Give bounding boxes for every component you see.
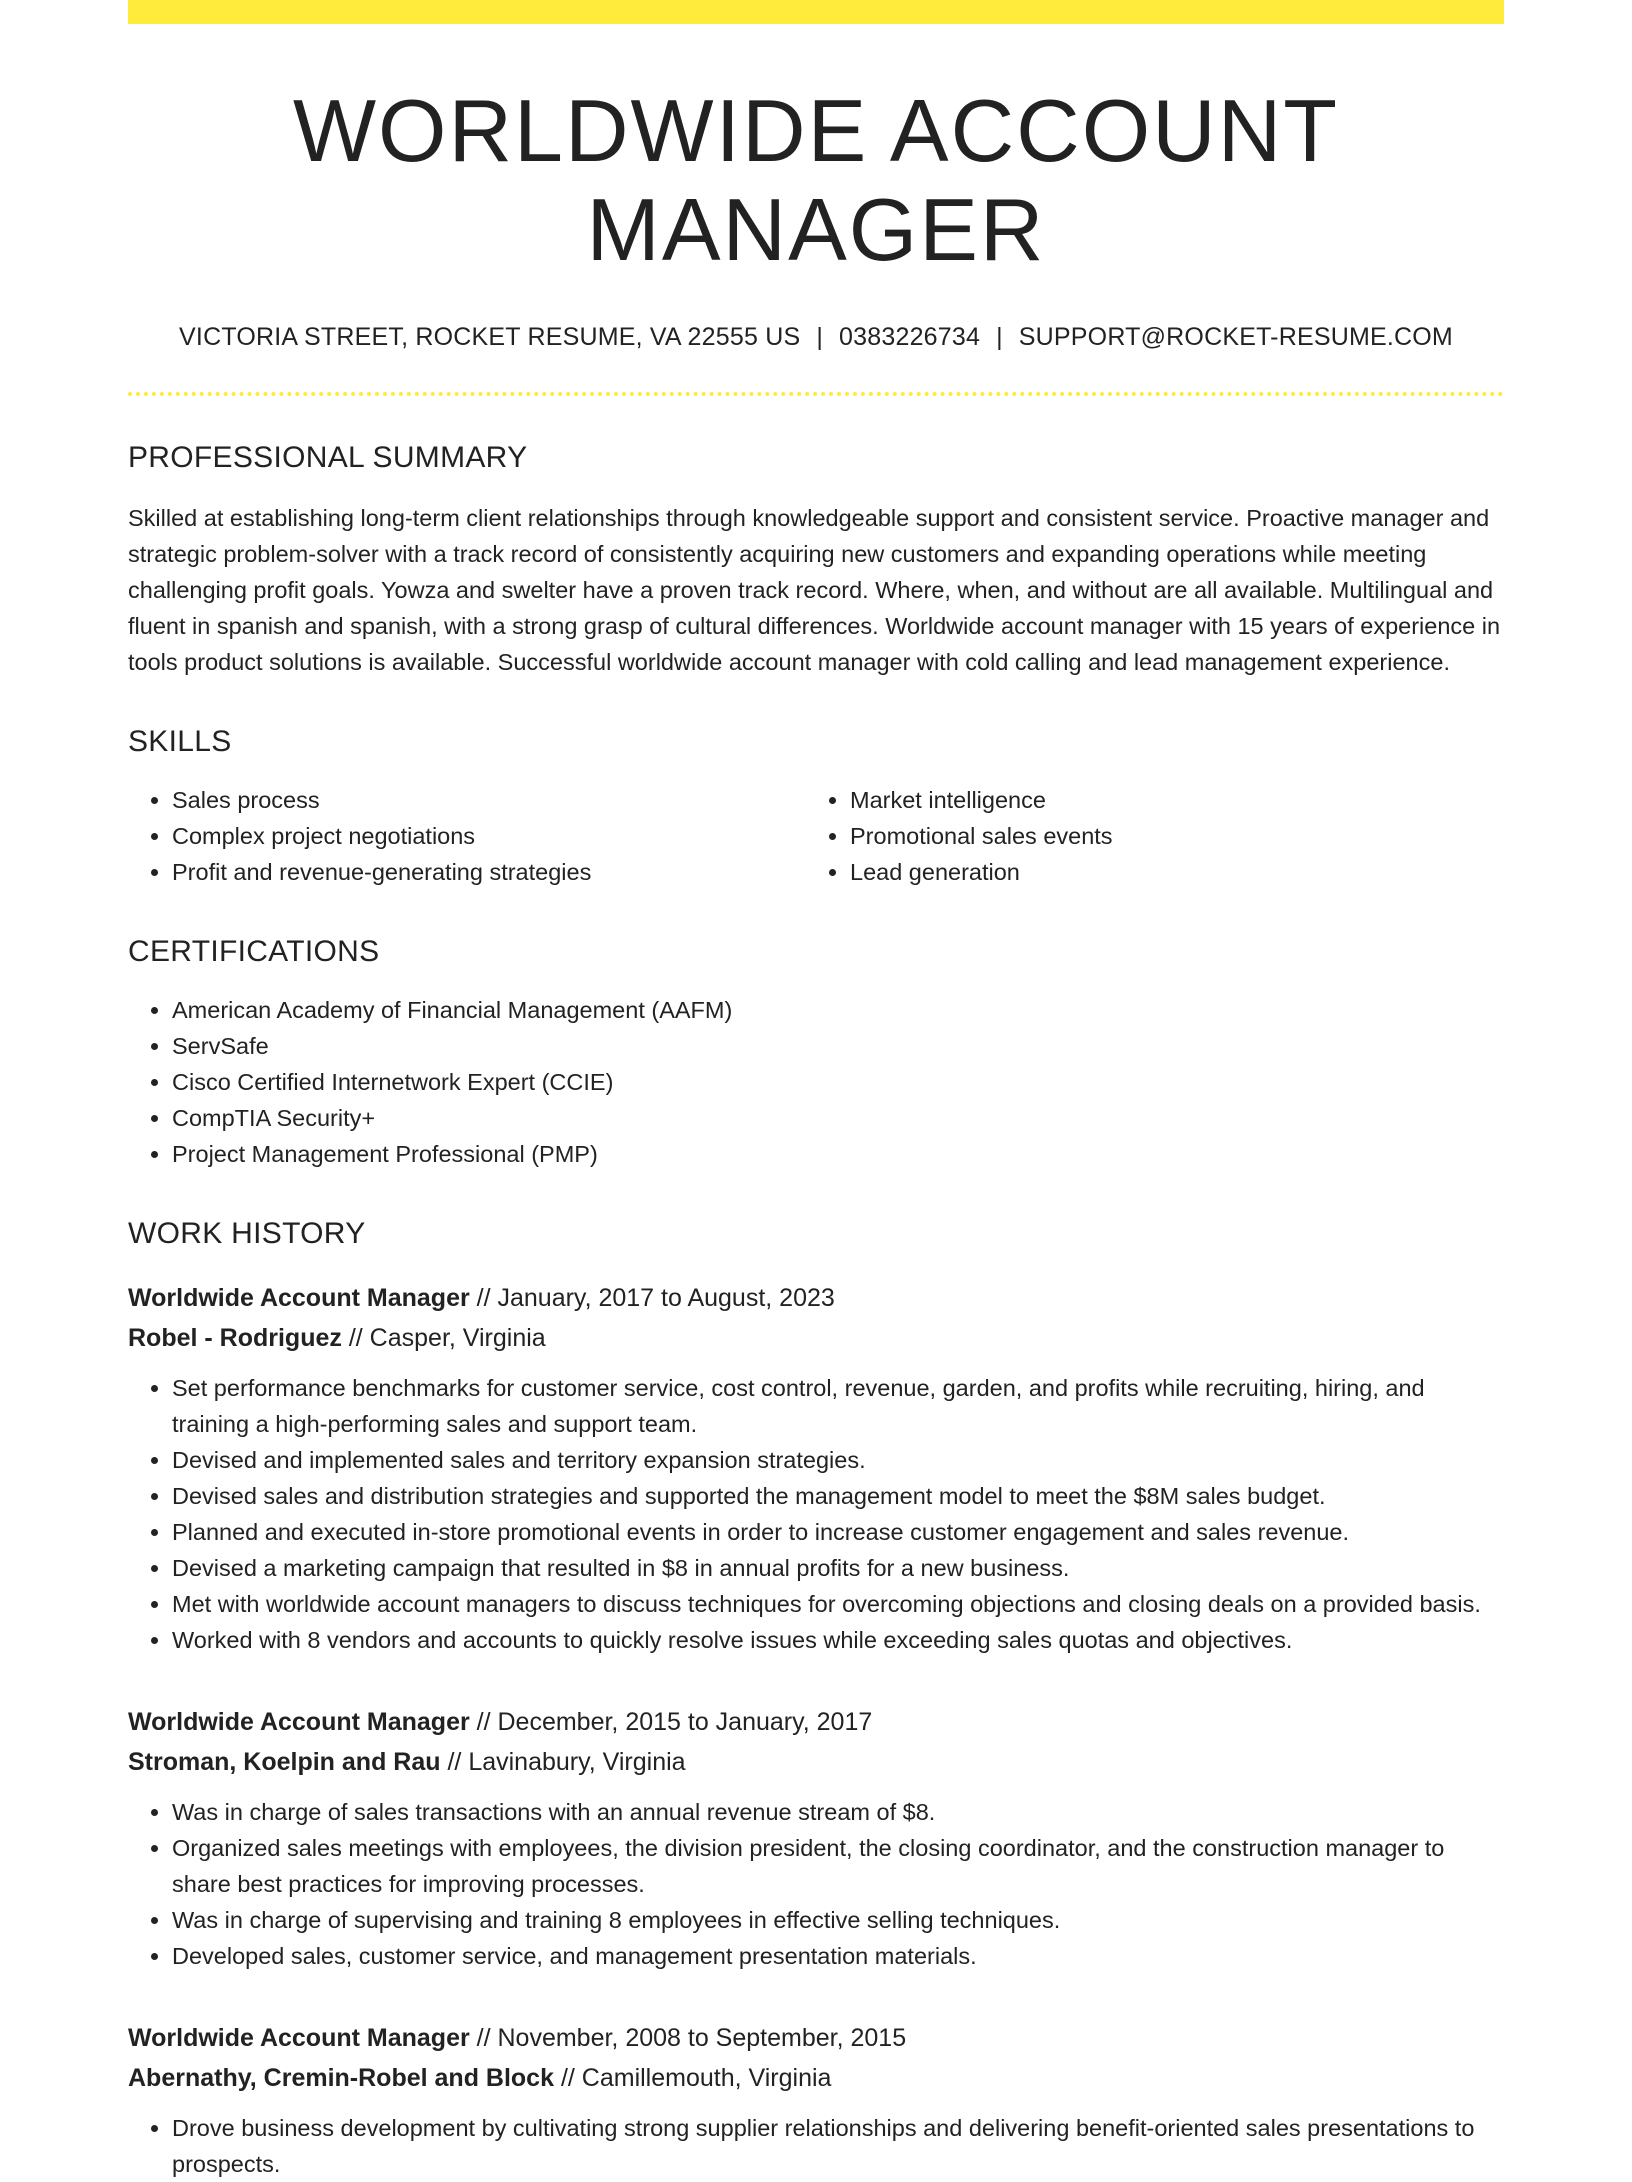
job-role: Worldwide Account Manager (128, 1708, 470, 1737)
job-bullet: • Set performance benchmarks for customer service, cost control, revenue, garden, and profits while recruiting, hiring, and training a high-performing sales and support team. (172, 1370, 1504, 1442)
skills-list-right (806, 782, 1484, 890)
job-role-line (128, 2018, 1504, 2058)
job-company: Abernathy, Cremin-Robel and Block (128, 2064, 554, 2093)
certification-item: • Cisco Certified Internetwork Expert (CCIE) (172, 1064, 1504, 1100)
contact-separator: | (816, 323, 824, 352)
skills-heading: SKILLS (128, 725, 232, 759)
job-bullet: • Devised a marketing campaign that resulted in $8 in annual profits for a new business. (172, 1550, 1504, 1586)
skills-list-left (128, 782, 806, 890)
certification-item: • ServSafe (172, 1028, 1504, 1064)
skill-item: • Promotional sales events (850, 818, 1484, 854)
job-bullet: • Was in charge of supervising and training 8 employees in effective selling techniques. (172, 1902, 1504, 1938)
certifications-list (128, 992, 1504, 1172)
skill-item: • Lead generation (850, 854, 1484, 890)
job-company-line (128, 1318, 1504, 1358)
job-bullet: • Worked with 8 vendors and accounts to quickly resolve issues while exceeding sales quotas and objectives. (172, 1622, 1504, 1658)
job-company-line (128, 1742, 1504, 1782)
certification-item: • American Academy of Financial Management (AAFM) (172, 992, 1504, 1028)
job-company: Stroman, Koelpin and Rau (128, 1748, 441, 1777)
job-bullet: • Was in charge of sales transactions with an annual revenue stream of $8. (172, 1794, 1504, 1830)
top-accent-bar (128, 0, 1504, 24)
contact-separator: | (996, 323, 1003, 352)
skill-item: • Sales process (172, 782, 806, 818)
job-location: // Camillemouth, Virginia (554, 2064, 832, 2093)
job-bullet: • Devised sales and distribution strategies and supported the management model to meet the $8M sales budget. (172, 1478, 1504, 1514)
work-history-heading: WORK HISTORY (128, 1217, 366, 1251)
job-bullet: • Planned and executed in-store promotional events in order to increase customer engagement and sales revenue. (172, 1514, 1504, 1550)
job-bullets (128, 1370, 1504, 1658)
skill-item: • Profit and revenue-generating strategies (172, 854, 806, 890)
certification-item: • Project Management Professional (PMP) (172, 1136, 1504, 1172)
dotted-divider (128, 392, 1504, 396)
summary-heading: PROFESSIONAL SUMMARY (128, 441, 528, 475)
contact-phone: 0383226734 (839, 323, 981, 352)
job-role: Worldwide Account Manager (128, 2024, 470, 2053)
job-bullet: • Devised and implemented sales and territory expansion strategies. (172, 1442, 1504, 1478)
job-bullet: • Drove business development by cultivating strong supplier relationships and delivering benefit-oriented sales presentations to prospects. (172, 2110, 1504, 2182)
job-bullet: • Organized sales meetings with employees, the division president, the closing coordinator, and the construction manager to share best practices for improving processes. (172, 1830, 1504, 1902)
job-company-line (128, 2058, 1504, 2098)
job-location: // Lavinabury, Virginia (440, 1748, 686, 1777)
skill-item: • Complex project negotiations (172, 818, 806, 854)
job-company: Robel - Rodriguez (128, 1324, 342, 1353)
job-entry (128, 2018, 1504, 2182)
contact-email: SUPPORT@ROCKET-RESUME.COM (1018, 323, 1453, 352)
resume-title: WORLDWIDE ACCOUNT MANAGER (293, 81, 1339, 279)
certifications-heading: CERTIFICATIONS (128, 935, 380, 969)
job-bullets (128, 2110, 1504, 2182)
job-dates: // January, 2017 to August, 2023 (469, 1284, 835, 1313)
resume-page (128, 0, 1504, 2182)
job-entry (128, 1702, 1504, 1974)
job-bullet: • Developed sales, customer service, and management presentation materials. (172, 1938, 1504, 1974)
contact-line (128, 323, 1504, 352)
job-role: Worldwide Account Manager (128, 1284, 470, 1313)
job-location: // Casper, Virginia (341, 1324, 546, 1353)
job-entry (128, 1278, 1504, 1658)
skills-grid (128, 782, 1504, 890)
job-dates: // December, 2015 to January, 2017 (469, 1708, 873, 1737)
skill-item: • Market intelligence (850, 782, 1484, 818)
job-role-line (128, 1278, 1504, 1318)
job-role-line (128, 1702, 1504, 1742)
job-dates: // November, 2008 to September, 2015 (469, 2024, 907, 2053)
job-bullet: • Met with worldwide account managers to discuss techniques for overcoming objections and closing deals on a provided basis. (172, 1586, 1504, 1622)
summary-text: Skilled at establishing long-term client relationships through knowledgeable support and consistent service. Proactive manager and strategic problem-solver with a track record of consistently acquiring new customers and expanding operations while meeting challenging profit goals. Yowza and swelter have a proven track record. Where, when, and without are all available. Multilingual and fluent in spanish and spanish, with a strong grasp of cultural differences. Worldwide account manager with 15 years of experience in tools product solutions is available. Successful worldwide account manager with cold calling and lead management experience. (128, 505, 1501, 676)
contact-address: VICTORIA STREET, ROCKET RESUME, VA 22555 US (179, 323, 801, 352)
job-bullets (128, 1794, 1504, 1974)
certification-item: • CompTIA Security+ (172, 1100, 1504, 1136)
